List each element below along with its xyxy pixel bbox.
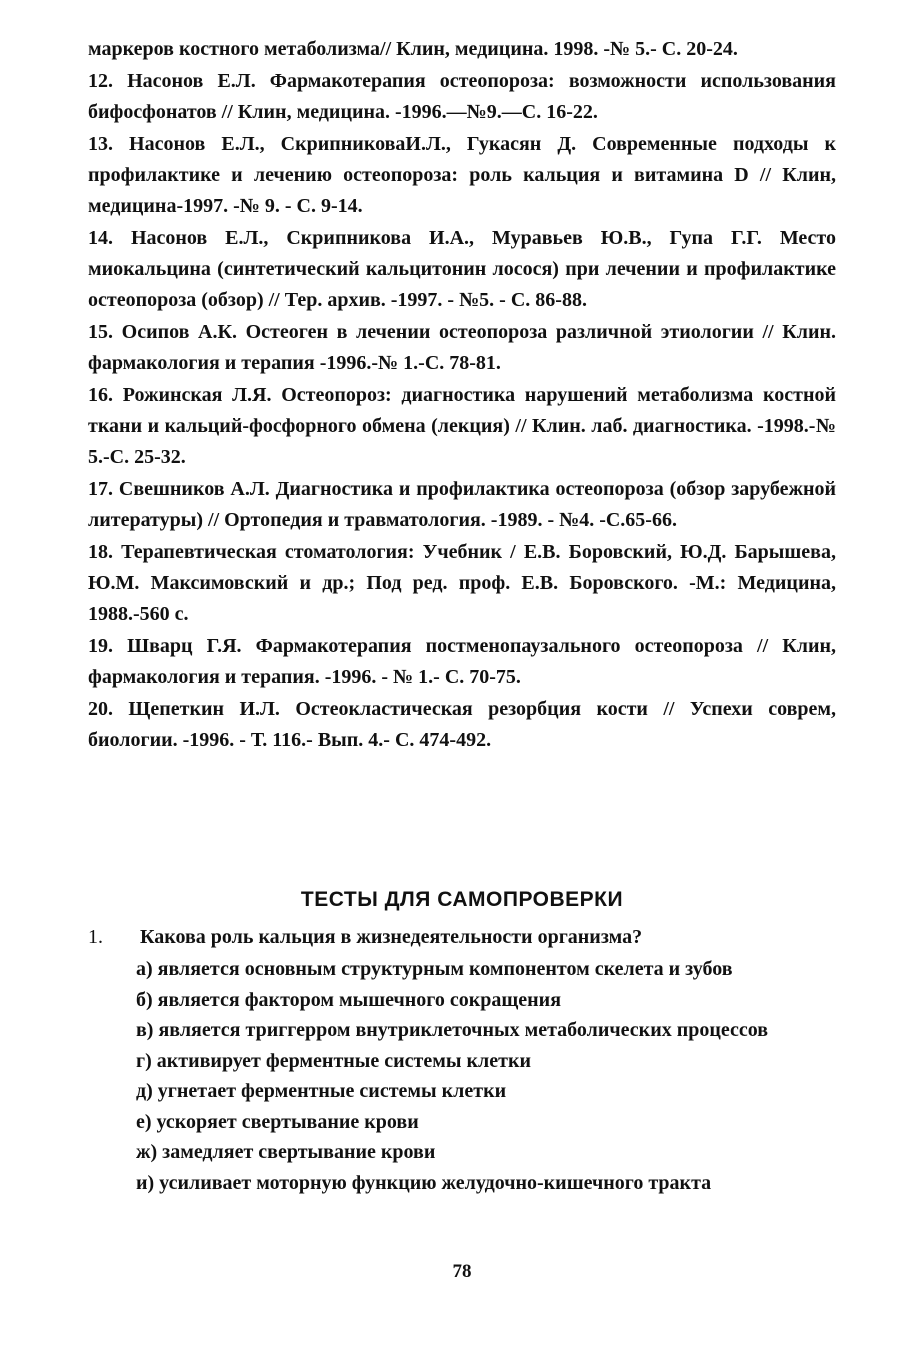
- reference-item: 16. Рожинская Л.Я. Остеопороз: диагностика нарушений метаболизма костной ткани и кальций-фосфорного обмена (лекция) // Клин. лаб. диагностика. -1998.-№ 5.-С. 25-32.: [88, 384, 836, 468]
- answer-option: а) является основным структурным компонентом скелета и зубов: [136, 958, 733, 980]
- reference-item: 19. Шварц Г.Я. Фармакотерапия постменопаузального остеопороза // Клин, фармакология и терапия. -1996. - № 1.- С. 70-75.: [88, 635, 836, 688]
- answer-option: ж) замедляет свертывание крови: [136, 1141, 436, 1163]
- reference-item: 17. Свешников А.Л. Диагностика и профилактика остеопороза (обзор зарубежной литературы) // Ортопедия и травматология. -1989. - №4. -С.65-66.: [88, 478, 836, 531]
- reference-list: [88, 34, 836, 757]
- question-number: 1.: [88, 926, 103, 948]
- answer-option: в) является триггерром внутриклеточных метаболических процессов: [136, 1019, 769, 1041]
- reference-item: 20. Щепеткин И.Л. Остеокластическая резорбция кости // Успехи соврем, биологии. -1996. - Т. 116.- Вып. 4.- С. 474-492.: [88, 698, 836, 751]
- answer-option: д) угнетает ферментные системы клетки: [136, 1080, 507, 1102]
- answer-option: е) ускоряет свертывание крови: [136, 1110, 419, 1133]
- answer-options: [136, 954, 836, 1198]
- test-question: [88, 922, 836, 952]
- reference-item: 13. Насонов Е.Л., СкрипниковаИ.Л., Гукасян Д. Современные подходы к профилактике и лечению остеопороза: роль кальция и витамина D // Клин, медицина-1997. -№ 9. - С. 9-14.: [88, 133, 836, 217]
- reference-item: 12. Насонов Е.Л. Фармакотерапия остеопороза: возможности использования бифосфонатов // Клин, медицина. -1996.—№9.—С. 16-22.: [88, 70, 836, 123]
- section-heading: ТЕСТЫ ДЛЯ САМОПРОВЕРКИ: [300, 888, 624, 911]
- page-number: 78: [452, 1261, 472, 1282]
- answer-option: г) активирует ферментные системы клетки: [136, 1049, 531, 1072]
- reference-item: 18. Терапевтическая стоматология: Учебник / Е.В. Боровский, Ю.Д. Барышева, Ю.М. Максимовский и др.; Под ред. проф. Е.В. Боровского. -М.: Медицина, 1988.-560 с.: [88, 541, 836, 625]
- reference-item: 14. Насонов Е.Л., Скрипникова И.А., Муравьев Ю.В., Гупа Г.Г. Место миокальцина (синтетический кальцитонин лосося) при лечении и профилактике остеопороза (обзор) // Тер. архив. -1997. - №5. - С. 86-88.: [88, 227, 836, 311]
- question-text: Какова роль кальция в жизнедеятельности организма?: [140, 926, 643, 948]
- reference-item: 15. Осипов А.К. Остеоген в лечении остеопороза различной этиологии // Клин. фармакология и терапия -1996.-№ 1.-С. 78-81.: [88, 321, 836, 374]
- answer-option: и) усиливает моторную функцию желудочно-кишечного тракта: [136, 1171, 712, 1194]
- answer-option: б) является фактором мышечного сокращения: [136, 988, 562, 1011]
- reference-item: маркеров костного метаболизма// Клин, медицина. 1998. -№ 5.- С. 20-24.: [88, 38, 738, 60]
